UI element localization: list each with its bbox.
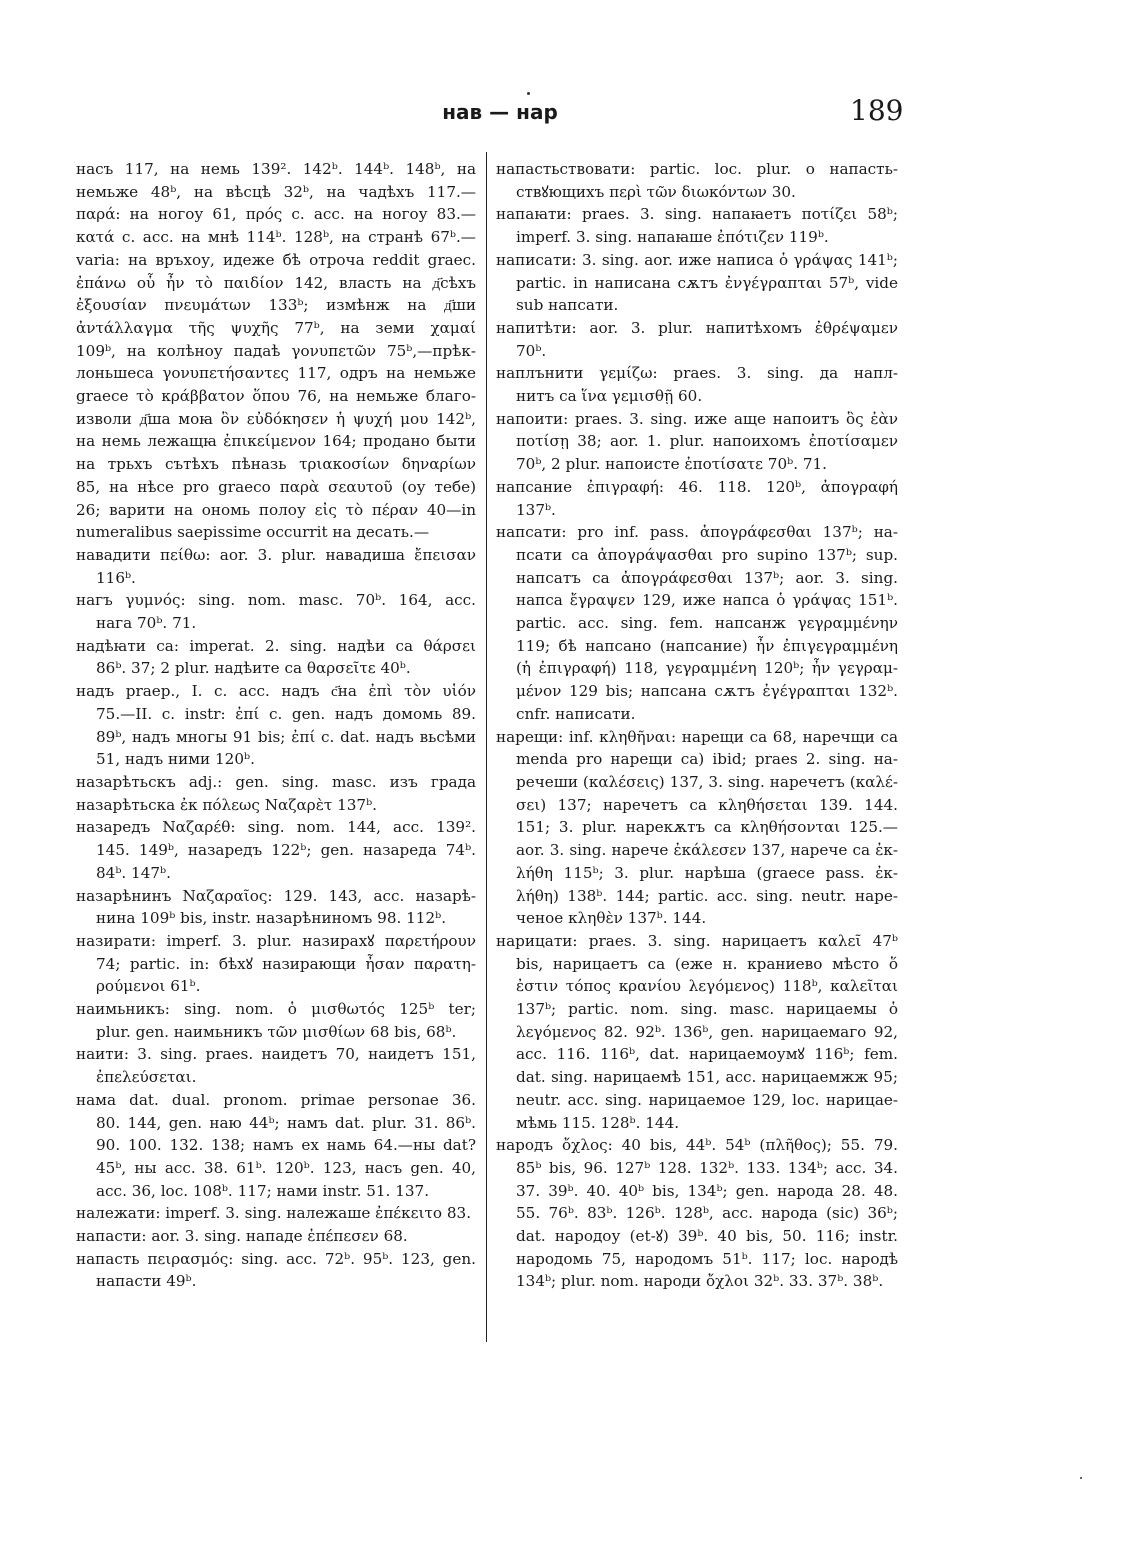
dictionary-line: напаꙗти: praes. 3. sing. напаꙗетъ ποτίζει 58ᵇ;	[496, 205, 898, 224]
dictionary-line: наити: 3. sing. praes. наидетъ 70, наидетъ 151,	[76, 1045, 476, 1064]
dictionary-line: народомь 75, народомъ 51ᵇ. 117; loc. народѣ	[516, 1249, 898, 1268]
dictionary-line: псати са ἀπογράψασθαι pro supino 137ᵇ; sup.	[516, 545, 898, 564]
dictionary-line: 137ᵇ.	[516, 500, 556, 519]
dictionary-line: напитѣти: aor. 3. plur. напитѣхомъ ἐθρέψαμεν	[496, 318, 898, 337]
dictionary-line: 75.—II. c. instr: ἐπί c. gen. надъ домомь 89.	[96, 704, 476, 723]
dictionary-line: наимьникъ: sing. nom. ὁ μισθωτός 125ᵇ ter;	[76, 1000, 476, 1019]
dictionary-line: назарѣтьска ἐκ πόλεως Ναζαρὲτ 137ᵇ.	[76, 795, 377, 814]
dictionary-line: imperf. 3. sing. напаꙗше ἐπότιζεν 119ᵇ.	[516, 228, 829, 247]
dictionary-line: μένον 129 bis; напсана сѫтъ ἐγέγραπται 132ᵇ.	[516, 682, 898, 701]
dictionary-line: cnfr. написати.	[516, 704, 636, 723]
column-divider	[486, 152, 487, 1342]
left-column	[76, 158, 476, 1293]
dictionary-line: на трьхъ сътѣхъ пѣназь τριακοσίων δηναρίων	[76, 455, 476, 474]
dictionary-line: наплънити γεμίζω: praes. 3. sing. да напл-	[496, 364, 898, 383]
dictionary-line: κατά c. acc. на мнѣ 114ᵇ. 128ᵇ, на странѣ 67ᵇ.—	[76, 228, 476, 247]
dictionary-line: numeralibus saepissime occurrit на десать.—	[76, 523, 430, 542]
dictionary-line: plur. gen. наимьникъ τῶν μισθίων 68 bis, 68ᵇ.	[96, 1022, 457, 1041]
dictionary-line: 85ᵇ bis, 96. 127ᵇ 128. 132ᵇ. 133. 134ᵇ; acc. 34.	[516, 1158, 898, 1177]
dictionary-line: aor. 3. sing. нарече ἐκάλεσεν 137, нарече са ἐκ-	[516, 841, 898, 860]
dictionary-line: 137ᵇ; partic. nom. sing. masc. нарицаемы ὁ	[516, 1000, 898, 1019]
dictionary-line: 45ᵇ, ны acc. 38. 61ᵇ. 120ᵇ. 123, насъ gen. 40,	[96, 1158, 476, 1177]
dictionary-line: varia: на връхоу, идеже бѣ отроча reddit graec.	[76, 250, 476, 269]
dictionary-line: мѣмь 115. 128ᵇ. 144.	[516, 1113, 680, 1132]
dictionary-line: bis, нарицаетъ са (еже н. краниево мѣсто ὅ	[516, 954, 898, 973]
dictionary-line: dat. sing. нарицаемѣ 151, acc. нарицаемжж 95;	[516, 1068, 898, 1087]
dictionary-line: напоити: praes. 3. sing. иже аще напоитъ ὃς ἐὰν	[496, 409, 898, 428]
dictionary-line: нама dat. dual. pronom. primae personae 36.	[76, 1090, 476, 1109]
dictionary-line: 151; 3. plur. нарекѫтъ са κληθήσονται 125.—	[516, 818, 898, 837]
dictionary-line: neutr. acc. sing. нарицаемое 129, loc. нарицае-	[516, 1090, 898, 1109]
dictionary-line: насъ 117, на немь 139². 142ᵇ. 144ᵇ. 148ᵇ, на	[76, 160, 476, 178]
dictionary-line: (ἡ ἐπιγραφή) 118, γεγραμμένη 120ᵇ; ἦν γεγραμ-	[516, 659, 898, 678]
dictionary-line: 89ᵇ, надъ многы 91 bis; ἐπί c. dat. надъ вьсѣми	[96, 727, 476, 746]
dictionary-line: ствꙋющихъ περὶ τῶν διωκόντων 30.	[516, 182, 796, 201]
dictionary-line: навадити πείθω: aor. 3. plur. навадиша ἔπεισαν	[76, 545, 476, 564]
dictionary-line: написати: 3. sing. aor. иже написа ὁ γράψας 141ᵇ;	[496, 250, 898, 269]
dictionary-line: нитъ са ἵνα γεμισθῇ 60.	[516, 387, 703, 406]
dictionary-line: напасти 49ᵇ.	[96, 1272, 197, 1291]
dictionary-line: нагъ γυμνός: sing. nom. masc. 70ᵇ. 164, acc.	[76, 591, 476, 610]
dictionary-line: назаредъ Ναζαρέθ: sing. nom. 144, acc. 139².	[76, 818, 476, 837]
dictionary-line: належати: imperf. 3. sing. належаше ἐπέκειτο 83.	[76, 1204, 472, 1223]
dictionary-line: 70ᵇ.	[516, 341, 547, 360]
dictionary-line: нарицати: praes. 3. sing. нарицаетъ καλεῖ 47ᵇ	[496, 931, 898, 950]
dictionary-line: 26; варити на ономь полоу εἰς τὸ πέραν 40—in	[76, 500, 476, 519]
dictionary-line: 80. 144, gen. наю 44ᵇ; намъ dat. plur. 31. 86ᵇ.	[96, 1113, 476, 1132]
dictionary-line: надъ praep., I. c. acc. надъ с҃на ἐπὶ τὸν υἱόν	[76, 682, 476, 701]
dictionary-line: acc. 116. 116ᵇ, dat. нарицаемоумꙋ 116ᵇ; fem.	[516, 1045, 898, 1064]
dictionary-line: напсати: pro inf. pass. ἀπογράφεσθαι 137ᵇ; на-	[496, 523, 898, 542]
dictionary-line: надѣꙗти са: imperat. 2. sing. надѣи са θάρσει	[76, 636, 476, 655]
dictionary-line: нина 109ᵇ bis, instr. назарѣниномъ 98. 112ᵇ.	[96, 909, 447, 928]
dictionary-line: λεγόμενος 82. 92ᵇ. 136ᵇ, gen. нарицаемаго 92,	[516, 1022, 898, 1041]
dictionary-line: на немь лежащꙗ ἐπικείμενον 164; продано быти	[76, 432, 476, 451]
running-head: нав — нар	[442, 100, 558, 124]
page-header	[0, 94, 1140, 140]
dictionary-line: ченое κληθὲν 137ᵇ. 144.	[516, 909, 707, 928]
dictionary-line: partic. acc. sing. fem. напсанж γεγραμμένην	[516, 614, 898, 633]
dictionary-line: 85, на нѣсе pro graeco παρὰ σεαυτοῦ (оу тебе)	[76, 477, 476, 496]
dictionary-line: 109ᵇ, на колѣноу падаѣ γονυπετῶν 75ᵇ,—прѣк-	[76, 341, 476, 360]
right-column	[496, 158, 898, 1293]
dictionary-line: назарѣтьскъ adj.: gen. sing. masc. изъ града	[76, 772, 476, 791]
dictionary-line: напсатъ са ἀπογράφεσθαι 137ᵇ; aor. 3. sing.	[516, 568, 898, 587]
dictionary-line: немьже 48ᵇ, на вѣсцѣ 32ᵇ, на чадѣхъ 117.—	[76, 182, 476, 201]
dictionary-line: ρούμενοι 61ᵇ.	[96, 977, 201, 996]
dictionary-line: sub напсати.	[516, 296, 619, 315]
dictionary-line: 74; partic. in: бѣхꙋ назирающи ἦσαν παρατη-	[96, 954, 476, 973]
dictionary-line: partic. in написана сѫтъ ἐνγέγραπται 57ᵇ, vide	[516, 273, 898, 292]
dictionary-line: речеши (καλέσεις) 137, 3. sing. наречетъ (καλέ-	[516, 772, 898, 791]
dictionary-line: ἐπάνω οὗ ἦν τὸ παιδίον 142, власть на д҃сѣхъ	[76, 273, 476, 292]
dictionary-line: изволи д҃ша моꙗ ὃν εὐδόκησεν ἡ ψυχή μου 142ᵇ,	[76, 409, 476, 428]
dictionary-line: 134ᵇ; plur. nom. народи ὄχλοι 32ᵇ. 33. 37ᵇ. 38ᵇ.	[516, 1272, 884, 1291]
dictionary-line: 116ᵇ.	[96, 568, 136, 587]
dictionary-line: 145. 149ᵇ, назаредъ 122ᵇ; gen. назареда 74ᵇ.	[96, 841, 476, 860]
dictionary-line: 84ᵇ. 147ᵇ.	[96, 863, 171, 882]
dictionary-line: παρά: на ногоу 61, πρός c. acc. на ногоу 83.—	[76, 205, 476, 224]
dictionary-line: нарещи: inf. κληθῆναι: нарещи са 68, наречщи са	[496, 727, 898, 746]
dictionary-line: ἐπελεύσεται.	[96, 1068, 197, 1087]
page-number: 189	[850, 94, 904, 127]
ink-speck	[1080, 1477, 1082, 1479]
dictionary-line: 70ᵇ, 2 plur. напоисте ἐποτίσατε 70ᵇ. 71.	[516, 455, 828, 474]
dictionary-line: лоньшеса γονυπετήσαντες 117, одръ на немьже	[76, 364, 476, 383]
dictionary-line: ἀντάλλαγμα τῆς ψυχῆς 77ᵇ, на земи χαμαί	[76, 318, 476, 337]
ink-speck	[527, 92, 530, 95]
dictionary-line: народъ ὄχλος: 40 bis, 44ᵇ. 54ᵇ (πλῆθος); 55. 79.	[496, 1136, 898, 1155]
dictionary-line: 86ᵇ. 37; 2 plur. надѣите са θαρσεῖτε 40ᵇ.	[96, 659, 411, 678]
dictionary-line: назирати: imperf. 3. plur. назирахꙋ παρετήρουν	[76, 931, 476, 950]
dictionary-line: напсание ἐπιγραφή: 46. 118. 120ᵇ, ἀπογραφή	[496, 477, 898, 496]
dictionary-line: напасти: aor. 3. sing. нападе ἐπέπεσεν 68.	[76, 1227, 408, 1246]
dictionary-line: напасть πειρασμός: sing. acc. 72ᵇ. 95ᵇ. 123, gen.	[76, 1249, 476, 1268]
dictionary-line: нага 70ᵇ. 71.	[96, 614, 197, 633]
dictionary-line: acc. 36, loc. 108ᵇ. 117; нами instr. 51. 137.	[96, 1181, 430, 1200]
dictionary-line: λήθη) 138ᵇ. 144; partic. acc. sing. neutr. наре-	[516, 886, 898, 905]
dictionary-line: назарѣнинъ Ναζαραῖος: 129. 143, acc. назарѣ-	[76, 886, 476, 905]
dictionary-line: 51, надъ ними 120ᵇ.	[96, 750, 255, 769]
dictionary-line: menda pro нарещи са) ibid; praes 2. sing. на-	[516, 750, 898, 769]
dictionary-line: graece τὸ κράββατον ὅπου 76, на немьже благо-	[76, 387, 476, 406]
dictionary-line: напастьствовати: partic. loc. plur. о напасть-	[496, 160, 898, 178]
dictionary-line: λήθη 115ᵇ; 3. plur. нарѣша (graece pass. ἐκ-	[516, 863, 898, 882]
dictionary-line: ἐστιν τόπος κρανίου λεγόμενος) 118ᵇ, καλεῖται	[516, 977, 898, 996]
dictionary-line: ποτίσῃ 38; aor. 1. plur. напоихомъ ἐποτίσαμεν	[516, 432, 898, 451]
dictionary-line: 119; бѣ напсано (напсание) ἦν ἐπιγεγραμμένη	[516, 636, 898, 655]
dictionary-line: σει) 137; наречетъ са κληθήσεται 139. 144.	[516, 795, 898, 814]
dictionary-line: напса ἔγραψεν 129, иже напса ὁ γράψας 151ᵇ.	[516, 591, 898, 610]
dictionary-line: dat. народоу (et-ꙋ) 39ᵇ. 40 bis, 50. 116; instr.	[516, 1227, 898, 1246]
dictionary-line: 37. 39ᵇ. 40. 40ᵇ bis, 134ᵇ; gen. народа 28. 48.	[516, 1181, 898, 1200]
dictionary-line: 90. 100. 132. 138; намъ ex намь 64.—ны dat?	[96, 1136, 476, 1155]
dictionary-line: 55. 76ᵇ. 83ᵇ. 126ᵇ. 128ᵇ, acc. народа (sic) 36ᵇ;	[516, 1204, 898, 1223]
dictionary-line: ἐξουσίαν πνευμάτων 133ᵇ; измѣнж на д҃ши	[76, 296, 476, 315]
